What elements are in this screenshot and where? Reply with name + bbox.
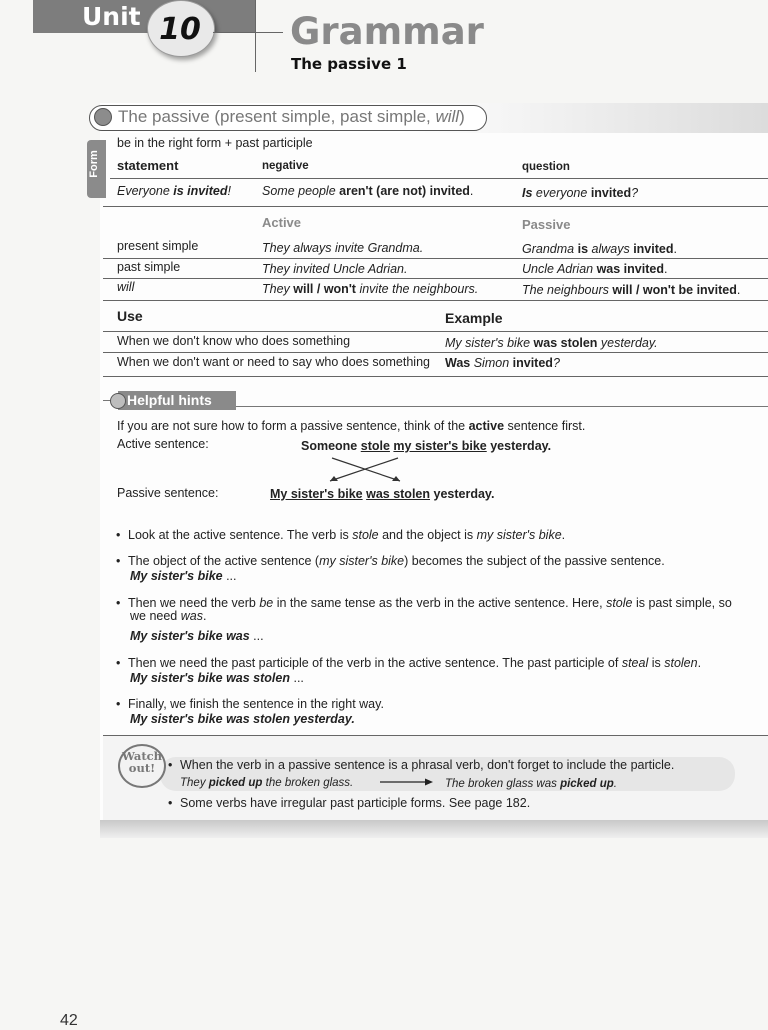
section-bullet-icon xyxy=(94,108,112,126)
swap-arrows-icon xyxy=(310,455,420,485)
hint-bullet-3-line-2: we need was. xyxy=(130,609,207,623)
unit-label: Unit xyxy=(82,2,141,31)
header-vertical-divider xyxy=(255,0,256,72)
active-heading: Active xyxy=(262,215,302,230)
hints-intro: If you are not sure how to form a passive sentence, think of the active sentence first. xyxy=(117,419,586,433)
divider xyxy=(110,178,768,179)
passive-sentence-label: Passive sentence: xyxy=(117,486,219,500)
hint-bullet-3: • Then we need the verb be in the same tense as the verb in the active sentence. Here, stole is past simple, so xyxy=(128,596,732,610)
header-negative: negative xyxy=(262,160,309,172)
hint-bullet-1: • Look at the active sentence. The verb is stole and the object is my sister's bike. xyxy=(128,528,565,542)
passive-present-simple: Grandma is always invited. xyxy=(522,242,677,256)
hints-rule xyxy=(236,406,768,407)
active-will: They will / won't invite the neighbours. xyxy=(262,282,479,296)
active-past-simple: They invited Uncle Adrian. xyxy=(262,262,408,276)
header-divider xyxy=(213,32,283,33)
example-question: Is everyone invited? xyxy=(522,186,639,200)
header-question: question xyxy=(522,161,570,173)
passive-past-simple: Uncle Adrian was invited. xyxy=(522,262,668,276)
watch-out-example-passive: The broken glass was picked up. xyxy=(445,778,617,790)
tense-present-simple: present simple xyxy=(117,239,199,253)
section-title: The passive (present simple, past simple, will) xyxy=(118,107,465,126)
watch-out-point-1: • When the verb in a passive sentence is a phrasal verb, don't forget to include the particle. xyxy=(180,758,674,772)
page-number: 42 xyxy=(60,1012,78,1029)
divider xyxy=(103,331,768,332)
use-example-1: My sister's bike was stolen yesterday. xyxy=(445,336,658,350)
passive-sentence: My sister's bike was stolen yesterday. xyxy=(270,487,495,501)
hint-answer-5: My sister's bike was stolen yesterday. xyxy=(130,712,355,726)
hint-answer-3: My sister's bike was ... xyxy=(130,629,264,643)
unit-number: 10 xyxy=(159,12,201,47)
watch-out-badge-label: Watch out! xyxy=(121,749,163,775)
hints-bullet-icon xyxy=(110,393,126,409)
active-sentence: Someone stole my sister's bike yesterday. xyxy=(301,439,552,453)
divider xyxy=(103,278,768,279)
hint-bullet-2: • The object of the active sentence (my sister's bike) becomes the subject of the passive sentence. xyxy=(128,554,665,568)
tense-will: will xyxy=(117,280,135,294)
tense-past-simple: past simple xyxy=(117,260,181,274)
hint-bullet-5: • Finally, we finish the sentence in the right way. xyxy=(128,697,384,711)
hint-answer-4: My sister's bike was stolen ... xyxy=(130,671,304,685)
example-negative: Some people aren't (are not) invited. xyxy=(262,184,474,198)
form-side-tab-label: Form xyxy=(88,150,100,178)
hint-bullet-4: • Then we need the past participle of the verb in the active sentence. The past participle of steal is stolen. xyxy=(128,656,701,670)
watch-out-example-active: They picked up the broken glass. xyxy=(180,777,354,789)
use-example-2: Was Simon invited? xyxy=(445,356,560,370)
passive-heading: Passive xyxy=(522,217,571,232)
page-subtitle: The passive 1 xyxy=(291,55,407,73)
passive-will: The neighbours will / won't be invited. xyxy=(522,283,741,297)
divider xyxy=(103,300,768,301)
header-statement: statement xyxy=(117,158,179,173)
active-present-simple: They always invite Grandma. xyxy=(262,241,424,255)
arrow-right-icon xyxy=(380,777,434,787)
use-heading: Use xyxy=(117,308,143,324)
divider xyxy=(103,735,768,736)
helpful-hints-title: Helpful hints xyxy=(127,392,212,408)
active-sentence-label: Active sentence: xyxy=(117,437,209,451)
divider xyxy=(103,376,768,377)
hint-answer-2: My sister's bike ... xyxy=(130,569,237,583)
divider xyxy=(103,258,768,259)
divider xyxy=(103,352,768,353)
form-rule: be in the right form + past participle xyxy=(117,136,313,150)
use-row-2: When we don't want or need to say who does something xyxy=(117,355,430,369)
example-statement: Everyone is invited! xyxy=(117,184,231,198)
page-title: Grammar xyxy=(290,10,484,53)
watch-out-point-2: • Some verbs have irregular past participle forms. See page 182. xyxy=(180,796,530,810)
panel-shadow xyxy=(100,820,768,838)
unit-banner xyxy=(33,0,255,33)
example-heading: Example xyxy=(445,310,503,326)
use-row-1: When we don't know who does something xyxy=(117,334,351,348)
divider xyxy=(103,206,768,207)
